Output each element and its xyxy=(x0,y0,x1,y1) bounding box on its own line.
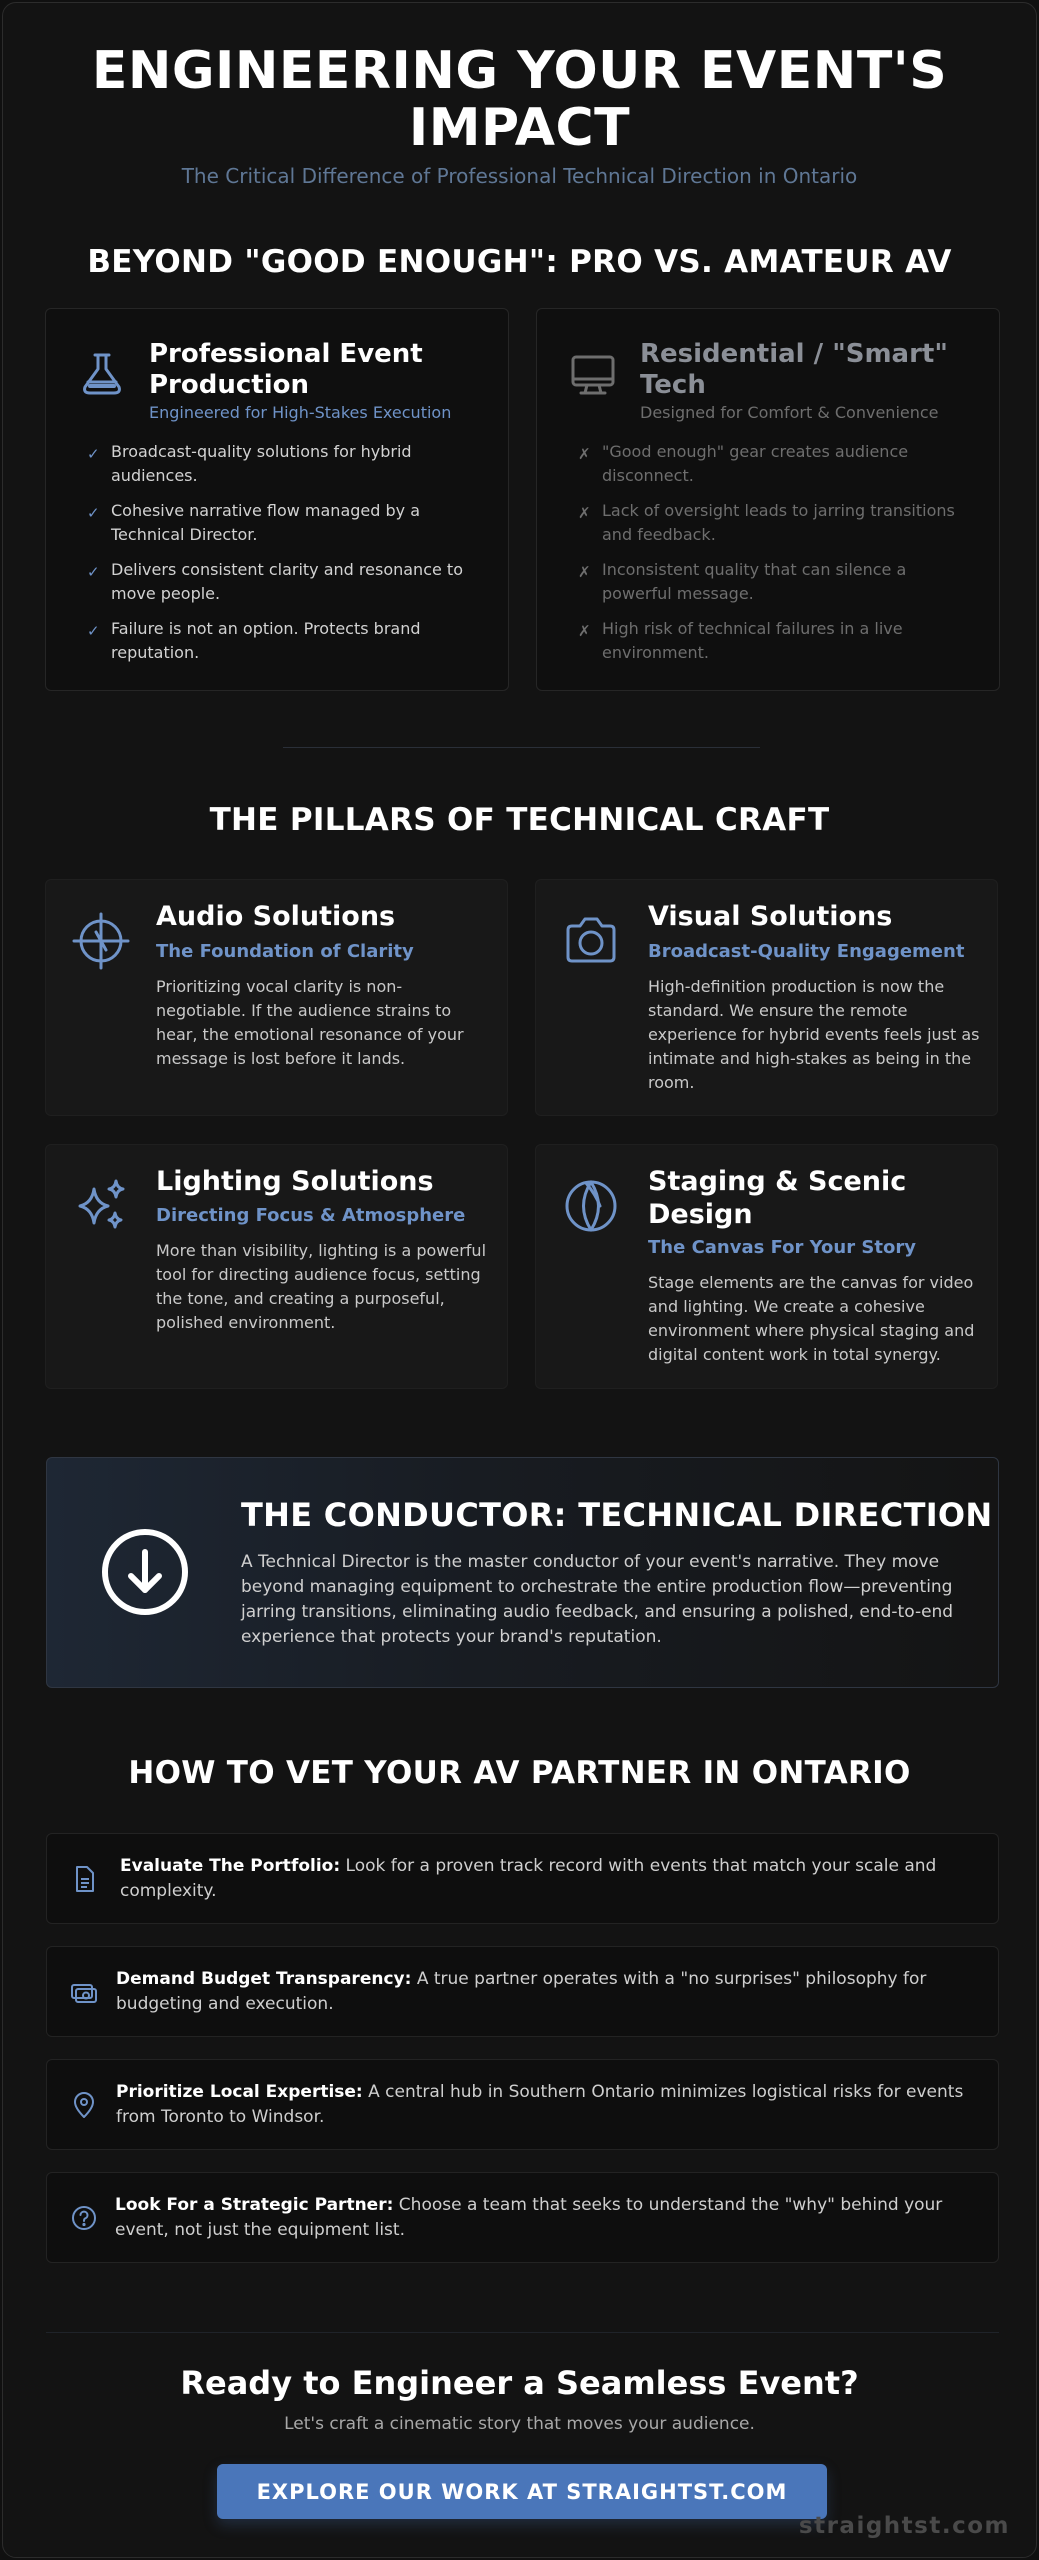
vetting-item-label: Evaluate The Portfolio: xyxy=(120,1856,341,1876)
list-item-text: "Good enough" gear creates audience disconnect. xyxy=(602,442,909,485)
flask-icon xyxy=(76,349,128,401)
pillar-subtitle: Broadcast-Quality Engagement xyxy=(648,941,965,962)
vetting-item-description: Look for a proven track record with events that match your scale and complexity. xyxy=(120,1856,937,1901)
list-item xyxy=(84,617,484,665)
check-icon: ✓ xyxy=(87,563,100,581)
section-divider xyxy=(46,2332,999,2333)
pillar-title: Lighting Solutions xyxy=(156,1166,434,1197)
cta-subtitle: Let's craft a cinematic story that moves your audience. xyxy=(284,2414,755,2434)
check-icon: ✓ xyxy=(87,445,100,463)
pillar-card-visual xyxy=(535,879,998,1116)
pillar-body: Prioritizing vocal clarity is non-negotiable. If the audience strains to hear, the emotional resonance of your message is lost before it lands. xyxy=(156,977,464,1068)
list-item xyxy=(84,499,484,547)
cross-icon: ✗ xyxy=(578,563,591,581)
pillar-title: Visual Solutions xyxy=(648,901,893,932)
crosshair-icon xyxy=(70,910,132,972)
page-title xyxy=(3,43,1036,157)
conductor-panel xyxy=(46,1457,999,1688)
list-item-text: Lack of oversight leads to jarring transitions and feedback. xyxy=(602,501,955,544)
pillar-card-staging xyxy=(535,1144,998,1389)
vetting-item-budget xyxy=(46,1946,999,2037)
vetting-item-text xyxy=(120,1854,970,1904)
list-item xyxy=(575,617,975,665)
list-item-text: Delivers consistent clarity and resonance to move people. xyxy=(111,560,463,603)
vetting-section-title: HOW TO VET YOUR AV PARTNER IN ONTARIO xyxy=(128,1755,911,1791)
cross-icon: ✗ xyxy=(578,445,591,463)
sparkles-icon xyxy=(70,1175,132,1237)
conductor-title: THE CONDUCTOR: TECHNICAL DIRECTION xyxy=(241,1496,993,1534)
explore-work-button[interactable]: EXPLORE OUR WORK AT STRAIGHTST.COM xyxy=(217,2464,827,2519)
vetting-item-label: Demand Budget Transparency: xyxy=(116,1969,412,1989)
page-subtitle: The Critical Difference of Professional Technical Direction in Ontario xyxy=(181,164,858,188)
check-icon: ✓ xyxy=(87,622,100,640)
professional-card-subtitle: Engineered for High-Stakes Execution xyxy=(149,403,452,422)
vetting-item-label: Look For a Strategic Partner: xyxy=(115,2195,394,2215)
list-item xyxy=(575,440,975,488)
vetting-item-description: A central hub in Southern Ontario minimizes logistical risks for events from Toronto to Windsor. xyxy=(116,2082,964,2127)
professional-list xyxy=(84,440,484,676)
monitor-icon xyxy=(567,349,619,401)
page-title-line-2: IMPACT xyxy=(408,98,631,158)
pillar-title: Audio Solutions xyxy=(156,901,396,932)
question-circle-icon xyxy=(69,2203,99,2233)
pillar-card-lighting xyxy=(45,1144,508,1389)
list-item-text: Broadcast-quality solutions for hybrid audiences. xyxy=(111,442,412,485)
list-item-text: High risk of technical failures in a live environment. xyxy=(602,619,903,662)
pillar-body: Stage elements are the canvas for video and lighting. We create a cohesive environment where physical staging and digital content work in total synergy. xyxy=(648,1273,975,1364)
pillar-body: High-definition production is now the standard. We ensure the remote experience for hybrid events feels just as intimate and high-stakes as being in the room. xyxy=(648,977,980,1092)
conductor-body: A Technical Director is the master conductor of your event's narrative. They move beyond managing equipment to orchestrate the entire production flow—preventing jarring transitions, eliminating audio feedback, and ensuring a polished, end-to-end experience that protects your brand's reputation. xyxy=(241,1552,954,1647)
cta-title: Ready to Engineer a Seamless Event? xyxy=(180,2364,859,2402)
globe-icon xyxy=(560,1175,622,1237)
list-item xyxy=(84,558,484,606)
residential-list xyxy=(575,440,975,676)
professional-card-title: Professional Event Production xyxy=(149,339,423,400)
vetting-item-description: A true partner operates with a "no surprises" philosophy for budgeting and execution. xyxy=(116,1969,927,2014)
arrow-down-circle-icon xyxy=(99,1526,191,1618)
watermark: straightst.com xyxy=(798,2513,1010,2539)
page-title-line-1: ENGINEERING YOUR EVENT'S xyxy=(91,41,948,101)
vetting-item-local xyxy=(46,2059,999,2150)
professional-card xyxy=(45,308,509,691)
pillar-subtitle: The Canvas For Your Story xyxy=(648,1237,916,1258)
vetting-item-text xyxy=(115,2193,965,2243)
residential-card-title: Residential / "Smart" Tech xyxy=(640,339,948,400)
map-pin-icon xyxy=(69,2090,99,2120)
pillar-title: Staging & Scenic Design xyxy=(648,1166,907,1230)
camera-icon xyxy=(560,910,622,972)
pillar-subtitle: Directing Focus & Atmosphere xyxy=(156,1205,466,1226)
check-icon: ✓ xyxy=(87,504,100,522)
pillars-section-title: THE PILLARS OF TECHNICAL CRAFT xyxy=(209,802,830,838)
list-item-text: Inconsistent quality that can silence a powerful message. xyxy=(602,560,907,603)
residential-card-subtitle: Designed for Comfort & Convenience xyxy=(640,403,939,422)
list-item xyxy=(84,440,484,488)
cross-icon: ✗ xyxy=(578,504,591,522)
pillar-subtitle: The Foundation of Clarity xyxy=(156,941,414,962)
section-divider xyxy=(283,747,760,748)
vetting-item-label: Prioritize Local Expertise: xyxy=(116,2082,363,2102)
vetting-item-strategic xyxy=(46,2172,999,2263)
document-icon xyxy=(69,1864,99,1894)
vetting-item-portfolio xyxy=(46,1833,999,1924)
vetting-item-description: Choose a team that seeks to understand the "why" behind your event, not just the equipment list. xyxy=(115,2195,943,2240)
list-item-text: Cohesive narrative flow managed by a Technical Director. xyxy=(111,501,420,544)
pillar-body: More than visibility, lighting is a powerful tool for directing audience focus, setting the tone, and creating a purposeful, polished environment. xyxy=(156,1241,487,1332)
vetting-item-text xyxy=(116,1967,966,2017)
comparison-section-title: BEYOND "GOOD ENOUGH": PRO VS. AMATEUR AV xyxy=(87,244,952,280)
money-icon xyxy=(69,1977,99,2007)
cross-icon: ✗ xyxy=(578,622,591,640)
list-item-text: Failure is not an option. Protects brand reputation. xyxy=(111,619,421,662)
list-item xyxy=(575,558,975,606)
infographic-page xyxy=(2,2,1037,2558)
vetting-item-text xyxy=(116,2080,966,2130)
pillar-card-audio xyxy=(45,879,508,1116)
residential-card xyxy=(536,308,1000,691)
list-item xyxy=(575,499,975,547)
